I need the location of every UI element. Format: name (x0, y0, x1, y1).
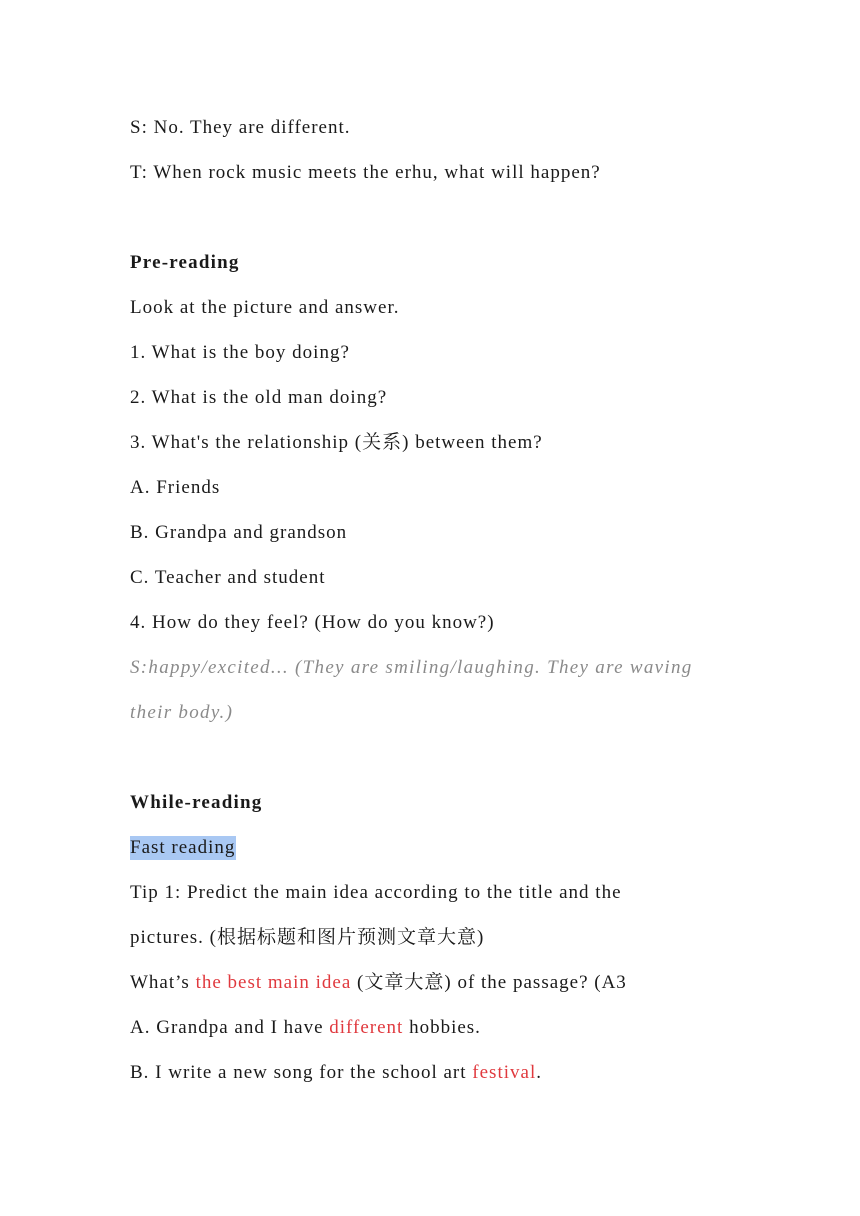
question-1: 1. What is the boy doing? (130, 342, 350, 363)
option-a: A. Friends (130, 477, 221, 498)
highlighted-text: Fast reading (130, 837, 236, 858)
option-c: C. Teacher and student (130, 567, 326, 588)
main-idea-question (130, 971, 627, 995)
question-2: 2. What is the old man doing? (130, 387, 388, 408)
main-idea-option-a (130, 1016, 481, 1040)
tip-1-line-2: pictures. (根据标题和图片预测文章大意) (130, 927, 485, 948)
main-idea-option-b (130, 1061, 542, 1085)
instruction-text: Look at the picture and answer. (130, 297, 400, 318)
dialogue-student-line: S: No. They are different. (130, 117, 351, 138)
question-3: 3. What's the relationship (关系) between them? (130, 432, 543, 453)
section-heading-pre-reading: Pre-reading (130, 252, 240, 273)
sample-answer-line-2: their body.) (130, 702, 234, 723)
question-4: 4. How do they feel? (How do you know?) (130, 612, 495, 633)
main-idea-emphasis: the best main idea (195, 972, 352, 993)
dialogue-teacher-line: T: When rock music meets the erhu, what will happen? (130, 162, 601, 183)
option-a-text-end: hobbies. (403, 1017, 481, 1038)
tip-1-line-1: Tip 1: Predict the main idea according to the title and the (130, 882, 622, 903)
option-b: B. Grandpa and grandson (130, 522, 348, 543)
option-a-emphasis: different (329, 1017, 404, 1038)
main-idea-text-start: What’s (130, 972, 196, 993)
option-b-text-start: B. I write a new song for the school art (130, 1062, 473, 1083)
subheading-fast-reading (130, 836, 236, 860)
sample-answer-line-1: S:happy/excited... (They are smiling/laughing. They are waving (130, 657, 693, 678)
section-heading-while-reading: While-reading (130, 792, 263, 813)
main-idea-text-end: (文章大意) of the passage? (A3 (351, 972, 627, 993)
option-b-text-end: . (536, 1062, 542, 1083)
option-b-emphasis: festival (472, 1062, 537, 1083)
option-a-text-start: A. Grandpa and I have (130, 1017, 330, 1038)
